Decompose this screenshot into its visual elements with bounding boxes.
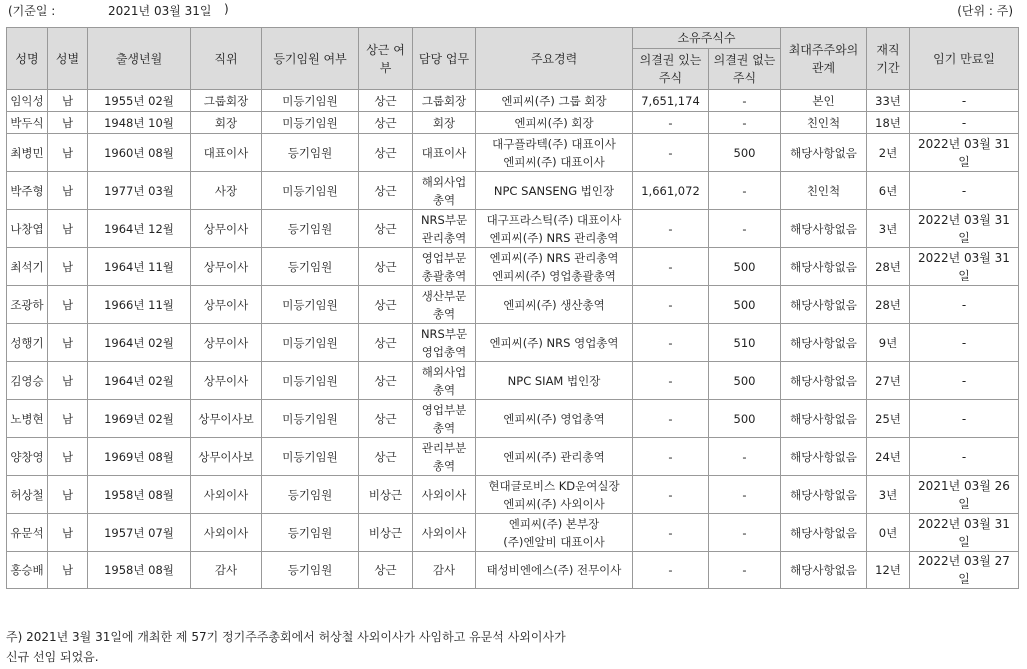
cell-career [476,286,633,324]
cell-registered: 등기임원 [262,476,359,514]
cell-birth: 1964년 02월 [88,324,191,362]
cell-birth: 1955년 02월 [88,90,191,112]
cell-career [476,90,633,112]
cell-registered: 미등기임원 [262,286,359,324]
career-line: 엔피씨(주) NRS 관리총역 [489,230,619,245]
cell-tenure: 33년 [867,90,910,112]
cell-gender: 남 [48,362,88,400]
cell-fulltime: 상근 [359,172,413,210]
cell-position: 상무이사보 [191,400,262,438]
cell-voting: - [633,210,709,248]
cell-nonvoting: 500 [709,400,781,438]
col-fulltime: 상근 여부 [359,28,413,90]
cell-relation: 해당사항없음 [781,400,867,438]
cell-voting: - [633,286,709,324]
cell-nonvoting: 500 [709,362,781,400]
cell-nonvoting: 500 [709,248,781,286]
cell-voting: - [633,476,709,514]
cell-birth: 1966년 11월 [88,286,191,324]
table-row [7,438,1019,476]
cell-gender: 남 [48,210,88,248]
cell-tenure: 12년 [867,552,910,589]
cell-nonvoting: 500 [709,286,781,324]
cell-position: 대표이사 [191,134,262,172]
cell-fulltime: 비상근 [359,514,413,552]
col-registered: 등기임원 여부 [262,28,359,90]
cell-career [476,112,633,134]
cell-name: 박주형 [7,172,48,210]
cell-nonvoting: - [709,476,781,514]
cell-duty: 회장 [413,112,476,134]
cell-tenure: 28년 [867,248,910,286]
cell-relation: 해당사항없음 [781,476,867,514]
cell-birth: 1969년 08월 [88,438,191,476]
cell-fulltime: 상근 [359,134,413,172]
cell-fulltime: 상근 [359,324,413,362]
cell-position: 상무이사 [191,248,262,286]
footnote-line-1: 주) 2021년 3월 31일에 개최한 제 57기 정기주주총회에서 허상철 사외이사가 사임하고 유문석 사외이사가 [6,630,566,644]
cell-fulltime: 상근 [359,112,413,134]
executive-table [6,27,1019,589]
cell-tenure: 28년 [867,286,910,324]
cell-name: 성행기 [7,324,48,362]
cell-duty: 영업부문 총괄총역 [413,248,476,286]
cell-career [476,210,633,248]
cell-gender: 남 [48,514,88,552]
cell-nonvoting: - [709,438,781,476]
cell-registered: 등기임원 [262,210,359,248]
col-relation: 최대주주와의 관계 [781,28,867,90]
cell-term-end: 2022년 03월 31일 [910,248,1019,286]
cell-fulltime: 상근 [359,552,413,589]
cell-gender: 남 [48,286,88,324]
cell-name: 최병민 [7,134,48,172]
base-date-label: (기준일 : [8,4,56,18]
cell-birth: 1958년 08월 [88,552,191,589]
cell-tenure: 3년 [867,210,910,248]
cell-fulltime: 상근 [359,438,413,476]
cell-career [476,514,633,552]
cell-duty: NRS부문 영업총역 [413,324,476,362]
cell-term-end: - [910,400,1019,438]
cell-career [476,172,633,210]
cell-voting: 7,651,174 [633,90,709,112]
table-row [7,476,1019,514]
cell-gender: 남 [48,172,88,210]
cell-birth: 1960년 08월 [88,134,191,172]
cell-name: 양창영 [7,438,48,476]
cell-nonvoting: - [709,210,781,248]
cell-registered: 미등기임원 [262,112,359,134]
cell-position: 상무이사 [191,324,262,362]
cell-fulltime: 상근 [359,90,413,112]
career-line: 엔피씨(주) 관리총역 [503,449,605,464]
cell-tenure: 2년 [867,134,910,172]
cell-birth: 1964년 12월 [88,210,191,248]
cell-position: 감사 [191,552,262,589]
cell-nonvoting: 510 [709,324,781,362]
cell-term-end: - [910,172,1019,210]
career-line: NPC SIAM 법인장 [507,373,601,388]
cell-term-end: - [910,438,1019,476]
cell-term-end: - [910,362,1019,400]
table-row [7,112,1019,134]
cell-career [476,400,633,438]
cell-nonvoting: - [709,514,781,552]
cell-birth: 1948년 10월 [88,112,191,134]
cell-position: 회장 [191,112,262,134]
cell-voting: - [633,134,709,172]
cell-position: 사외이사 [191,514,262,552]
cell-tenure: 3년 [867,476,910,514]
cell-tenure: 18년 [867,112,910,134]
cell-name: 허상철 [7,476,48,514]
cell-position: 상무이사 [191,362,262,400]
cell-tenure: 0년 [867,514,910,552]
career-line: NPC SANSENG 법인장 [493,183,615,198]
cell-gender: 남 [48,438,88,476]
cell-position: 상무이사 [191,286,262,324]
cell-fulltime: 상근 [359,362,413,400]
cell-position: 그룹회장 [191,90,262,112]
cell-tenure: 25년 [867,400,910,438]
cell-duty: 대표이사 [413,134,476,172]
cell-tenure: 24년 [867,438,910,476]
cell-duty: NRS부문 관리총역 [413,210,476,248]
cell-registered: 미등기임원 [262,90,359,112]
cell-birth: 1964년 02월 [88,362,191,400]
col-shares-group: 소유주식수 [633,28,781,49]
cell-gender: 남 [48,400,88,438]
cell-name: 나창엽 [7,210,48,248]
career-line: 대구플라텍(주) 대표이사 [492,136,616,151]
cell-voting: - [633,438,709,476]
cell-duty: 사외이사 [413,476,476,514]
cell-position: 상무이사보 [191,438,262,476]
cell-voting: - [633,324,709,362]
unit-label: (단위 : 주) [957,4,1013,18]
career-line: 엔피씨(주) 그룹 회장 [501,93,607,108]
cell-registered: 등기임원 [262,552,359,589]
cell-term-end: - [910,286,1019,324]
table-row [7,90,1019,112]
cell-relation: 해당사항없음 [781,134,867,172]
cell-name: 노병현 [7,400,48,438]
cell-name: 홍승배 [7,552,48,589]
cell-voting: - [633,362,709,400]
career-line: 엔피씨(주) 사외이사 [503,496,605,511]
career-line: 현대글로비스 KD운여실장 [488,478,620,493]
cell-registered: 등기임원 [262,248,359,286]
cell-relation: 해당사항없음 [781,514,867,552]
cell-registered: 미등기임원 [262,362,359,400]
cell-position: 사외이사 [191,476,262,514]
cell-relation: 해당사항없음 [781,286,867,324]
table-row [7,172,1019,210]
cell-term-end: 2022년 03월 31일 [910,134,1019,172]
cell-gender: 남 [48,324,88,362]
table-row [7,400,1019,438]
col-tenure: 재직 기간 [867,28,910,90]
cell-position: 상무이사 [191,210,262,248]
cell-fulltime: 상근 [359,400,413,438]
cell-gender: 남 [48,134,88,172]
cell-duty: 관리부분 총역 [413,438,476,476]
cell-nonvoting: 500 [709,134,781,172]
career-line: 엔피씨(주) 영업총역 [503,411,605,426]
table-row [7,514,1019,552]
cell-voting: - [633,248,709,286]
cell-career [476,362,633,400]
cell-nonvoting: - [709,552,781,589]
cell-birth: 1958년 08월 [88,476,191,514]
cell-duty: 해외사업 총역 [413,172,476,210]
cell-term-end: 2022년 03월 31일 [910,210,1019,248]
cell-name: 김영승 [7,362,48,400]
cell-duty: 사외이사 [413,514,476,552]
cell-position: 사장 [191,172,262,210]
career-line: 엔피씨(주) 회장 [514,115,594,130]
table-row [7,324,1019,362]
cell-relation: 해당사항없음 [781,248,867,286]
cell-voting: - [633,400,709,438]
report-header [8,2,1013,20]
cell-relation: 해당사항없음 [781,324,867,362]
cell-term-end: 2021년 03월 26일 [910,476,1019,514]
cell-voting: - [633,514,709,552]
cell-tenure: 6년 [867,172,910,210]
cell-registered: 미등기임원 [262,400,359,438]
cell-relation: 해당사항없음 [781,210,867,248]
table-row [7,286,1019,324]
cell-term-end: - [910,112,1019,134]
career-line: 엔피씨(주) NRS 관리총역 [489,250,619,265]
cell-nonvoting: - [709,172,781,210]
cell-gender: 남 [48,476,88,514]
cell-name: 유문석 [7,514,48,552]
table-row [7,552,1019,589]
cell-duty: 감사 [413,552,476,589]
career-line: 엔피씨(주) NRS 영업총역 [489,335,619,350]
table-row [7,248,1019,286]
cell-gender: 남 [48,552,88,589]
cell-nonvoting: - [709,90,781,112]
cell-voting: 1,661,072 [633,172,709,210]
cell-relation: 해당사항없음 [781,362,867,400]
cell-duty: 생산부문 총역 [413,286,476,324]
cell-name: 조광하 [7,286,48,324]
col-gender: 성별 [48,28,88,90]
career-line: 엔피씨(주) 본부장 [508,516,600,531]
cell-fulltime: 비상근 [359,476,413,514]
table-row [7,362,1019,400]
career-line: 대구프라스틱(주) 대표이사 [486,212,622,227]
base-date-close: ) [224,2,229,16]
cell-birth: 1964년 11월 [88,248,191,286]
career-line: 엔피씨(주) 영업총괄총역 [492,268,616,283]
cell-career [476,438,633,476]
footnote-line-2: 신규 선임 되었음. [6,650,99,664]
cell-term-end: - [910,324,1019,362]
cell-fulltime: 상근 [359,248,413,286]
footnote [6,627,1016,667]
cell-tenure: 9년 [867,324,910,362]
career-line: 태성비엔에스(주) 전무이사 [486,563,622,577]
col-career: 주요경력 [476,28,633,90]
col-duty: 담당 업무 [413,28,476,90]
cell-tenure: 27년 [867,362,910,400]
cell-name: 임익성 [7,90,48,112]
table-row [7,210,1019,248]
cell-duty: 해외사업 총역 [413,362,476,400]
col-term-end: 임기 만료일 [910,28,1019,90]
cell-duty: 영업부분 총역 [413,400,476,438]
cell-registered: 등기임원 [262,134,359,172]
col-name: 성명 [7,28,48,90]
cell-gender: 남 [48,90,88,112]
cell-career [476,248,633,286]
cell-registered: 미등기임원 [262,324,359,362]
table-row [7,134,1019,172]
cell-voting: - [633,112,709,134]
cell-gender: 남 [48,112,88,134]
career-line: 엔피씨(주) 대표이사 [503,154,605,169]
cell-fulltime: 상근 [359,210,413,248]
cell-birth: 1957년 07월 [88,514,191,552]
cell-career [476,134,633,172]
cell-birth: 1969년 02월 [88,400,191,438]
cell-term-end: 2022년 03월 27일 [910,552,1019,589]
cell-voting: - [633,552,709,589]
cell-relation: 친인척 [781,112,867,134]
cell-registered: 미등기임원 [262,172,359,210]
col-voting: 의결권 있는 주식 [633,49,709,90]
cell-term-end: - [910,90,1019,112]
base-date-value: 2021년 03월 31일 [108,4,212,18]
cell-name: 최석기 [7,248,48,286]
cell-relation: 해당사항없음 [781,552,867,589]
cell-relation: 해당사항없음 [781,438,867,476]
cell-name: 박두식 [7,112,48,134]
cell-nonvoting: - [709,112,781,134]
cell-career [476,476,633,514]
cell-term-end: 2022년 03월 31일 [910,514,1019,552]
career-line: 엔피씨(주) 생산총역 [503,297,605,312]
career-line: (주)엔알비 대표이사 [503,534,605,549]
col-nonvoting: 의결권 없는 주식 [709,49,781,90]
col-position: 직위 [191,28,262,90]
cell-birth: 1977년 03월 [88,172,191,210]
cell-registered: 등기임원 [262,514,359,552]
cell-relation: 본인 [781,90,867,112]
cell-career [476,324,633,362]
cell-career [476,552,633,589]
col-birth: 출생년월 [88,28,191,90]
cell-registered: 미등기임원 [262,438,359,476]
cell-duty: 그룹회장 [413,90,476,112]
cell-relation: 친인척 [781,172,867,210]
cell-fulltime: 상근 [359,286,413,324]
cell-gender: 남 [48,248,88,286]
